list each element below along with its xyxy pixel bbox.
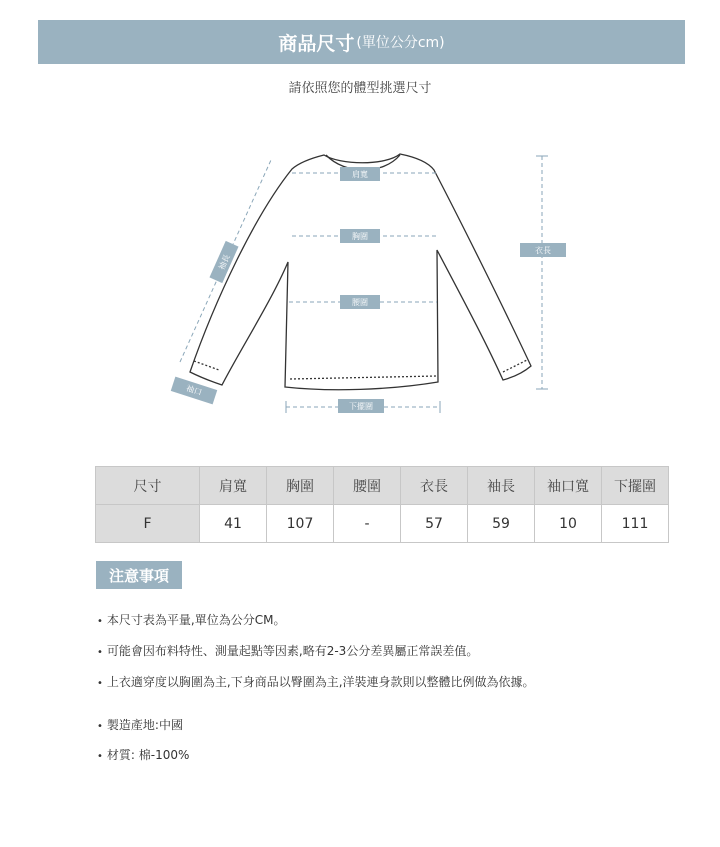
- header-cell: 下擺圍: [602, 467, 669, 505]
- shirt-outline: [190, 154, 531, 390]
- header-cell: 衣長: [401, 467, 468, 505]
- label-shoulder: 肩寬: [340, 167, 380, 181]
- label-hem: 下擺圍: [338, 399, 384, 413]
- note-item: • 可能會因布料特性、測量起點等因素,略有2-3公分差異屬正常誤差值。: [97, 642, 478, 659]
- label-length: 衣長: [520, 243, 566, 257]
- origin-note: • 製造產地:中國: [97, 716, 183, 733]
- notes-title: 注意事項: [96, 561, 182, 589]
- size-table: [95, 466, 669, 543]
- label-cuff: 袖口: [171, 377, 217, 405]
- table-cell: -: [334, 505, 401, 543]
- row-size-cell: F: [96, 505, 200, 543]
- table-row: [96, 505, 669, 543]
- header-cell: 袖長: [468, 467, 535, 505]
- header-cell: 腰圍: [334, 467, 401, 505]
- guide-caps: [286, 156, 548, 413]
- measure-guides: [180, 156, 542, 407]
- garment-diagram: [0, 140, 720, 420]
- table-cell: 57: [401, 505, 468, 543]
- label-waist: 腰圍: [340, 295, 380, 309]
- table-cell: 59: [468, 505, 535, 543]
- label-sleeve: 袖長: [209, 241, 238, 283]
- table-cell: 111: [602, 505, 669, 543]
- header-banner: [38, 20, 685, 64]
- table-cell: 107: [267, 505, 334, 543]
- label-chest: 胸圍: [340, 229, 380, 243]
- subtitle: 請依照您的體型挑選尺寸: [288, 81, 432, 96]
- note-item: • 上衣適穿度以胸圍為主,下身商品以臀圍為主,洋裝連身款則以整體比例做為依據。: [97, 673, 535, 690]
- header-cell: 胸圍: [267, 467, 334, 505]
- table-cell: 41: [200, 505, 267, 543]
- header-cell: 袖口寬: [535, 467, 602, 505]
- table-header-row: [96, 467, 669, 505]
- note-item: • 本尺寸表為平量,單位為公分CM。: [97, 611, 285, 628]
- table-cell: 10: [535, 505, 602, 543]
- header-cell: 尺寸: [96, 467, 200, 505]
- unit-label: (單位公分cm): [356, 35, 445, 51]
- header-cell: 肩寬: [200, 467, 267, 505]
- page-title: 商品尺寸: [278, 32, 355, 55]
- material-note: • 材質: 棉-100%: [97, 746, 189, 763]
